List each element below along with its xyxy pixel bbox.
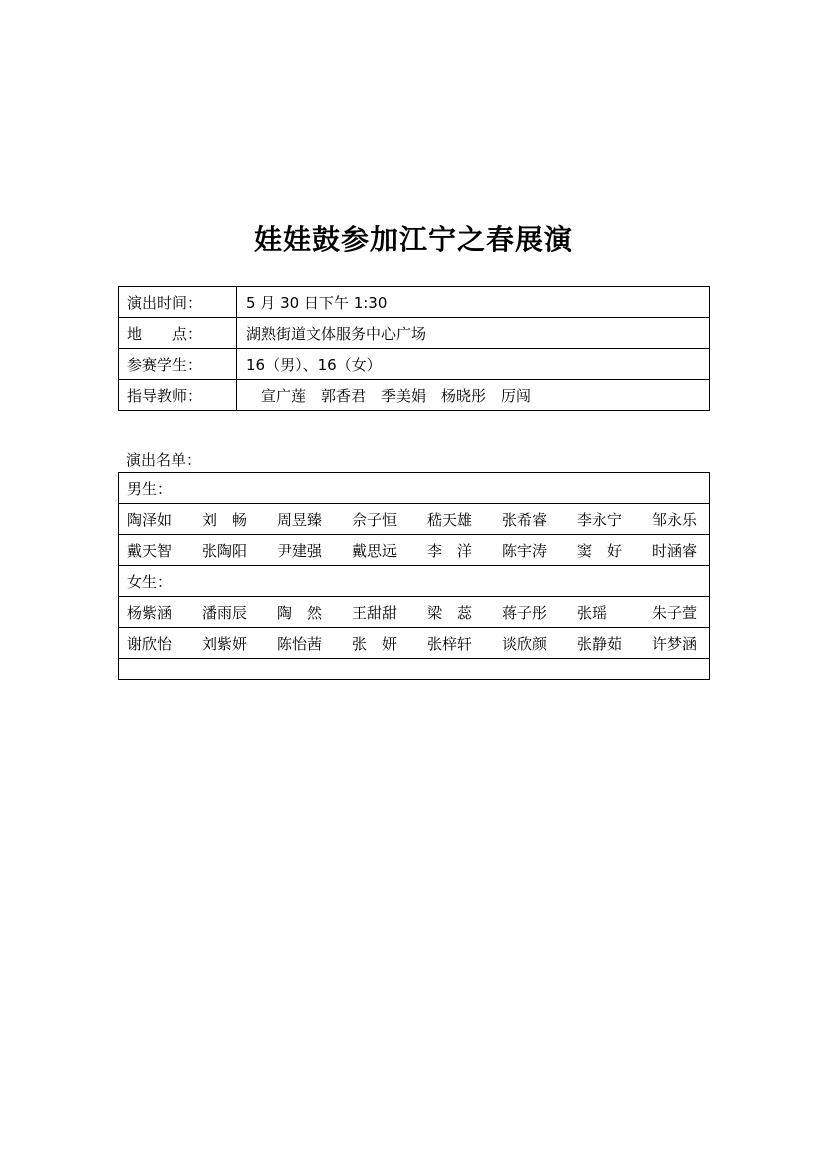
student-name: 张静茹 — [577, 634, 623, 653]
student-name: 李 洋 — [427, 541, 473, 560]
info-value: 湖熟街道文体服务中心广场 — [237, 318, 710, 349]
info-row-teachers — [119, 380, 710, 411]
roster-names-row — [119, 628, 710, 659]
student-name: 陈宇涛 — [502, 541, 548, 560]
student-name: 刘 畅 — [202, 510, 248, 529]
student-name: 戴思远 — [352, 541, 398, 560]
student-name: 张希睿 — [502, 510, 548, 529]
student-name: 李永宁 — [577, 510, 623, 529]
student-name: 尹建强 — [277, 541, 323, 560]
student-name: 陶泽如 — [127, 510, 173, 529]
student-name: 邹永乐 — [652, 510, 698, 529]
empty-row — [119, 659, 710, 680]
student-name: 时涵睿 — [652, 541, 698, 560]
student-name: 蒋子彤 — [502, 603, 548, 622]
student-name: 嵇天雄 — [427, 510, 473, 529]
girls-label: 女生： — [119, 566, 710, 597]
student-name: 张陶阳 — [202, 541, 248, 560]
student-name: 谢欣怡 — [127, 634, 173, 653]
info-label: 指导教师： — [119, 380, 237, 411]
student-name: 周昱臻 — [277, 510, 323, 529]
student-name: 王甜甜 — [352, 603, 398, 622]
boys-label: 男生： — [119, 473, 710, 504]
roster-names-row — [119, 535, 710, 566]
student-name: 张 妍 — [352, 634, 398, 653]
student-name: 佘子恒 — [352, 510, 398, 529]
info-row-students — [119, 349, 710, 380]
document-title: 娃娃鼓参加江宁之春展演 — [253, 223, 573, 256]
student-name: 许梦涵 — [652, 634, 698, 653]
student-name: 杨紫涵 — [127, 603, 173, 622]
roster-section-row — [119, 473, 710, 504]
info-value: 16（男）、16（女） — [237, 349, 710, 380]
student-name: 谈欣颜 — [502, 634, 548, 653]
name-list — [127, 540, 709, 561]
student-name: 梁 蕊 — [427, 603, 473, 622]
info-label: 演出时间： — [119, 287, 237, 318]
roster-table — [118, 472, 710, 680]
empty-cell — [119, 659, 710, 680]
student-name: 张瑶 — [577, 603, 608, 622]
student-name: 窦 好 — [577, 541, 623, 560]
info-value: 5 月 30 日下午 1:30 — [237, 287, 710, 318]
info-row-place — [119, 318, 710, 349]
roster-section-row — [119, 566, 710, 597]
student-name: 张梓轩 — [427, 634, 473, 653]
student-name: 陶 然 — [277, 603, 323, 622]
student-name: 刘紫妍 — [202, 634, 248, 653]
name-list — [127, 509, 709, 530]
name-list — [127, 602, 709, 623]
roster-names-row — [119, 597, 710, 628]
info-label: 参赛学生： — [119, 349, 237, 380]
info-row-time — [119, 287, 710, 318]
event-info-table — [118, 286, 710, 411]
student-name: 陈怡茜 — [277, 634, 323, 653]
roster-heading: 演出名单： — [126, 451, 202, 469]
info-value: 宣广莲 郭香君 季美娟 杨晓彤 厉闯 — [237, 380, 710, 411]
info-label: 地 点： — [119, 318, 237, 349]
student-name: 朱子萱 — [652, 603, 698, 622]
name-list — [127, 633, 709, 654]
student-name: 戴天智 — [127, 541, 173, 560]
student-name: 潘雨辰 — [202, 603, 248, 622]
roster-names-row — [119, 504, 710, 535]
